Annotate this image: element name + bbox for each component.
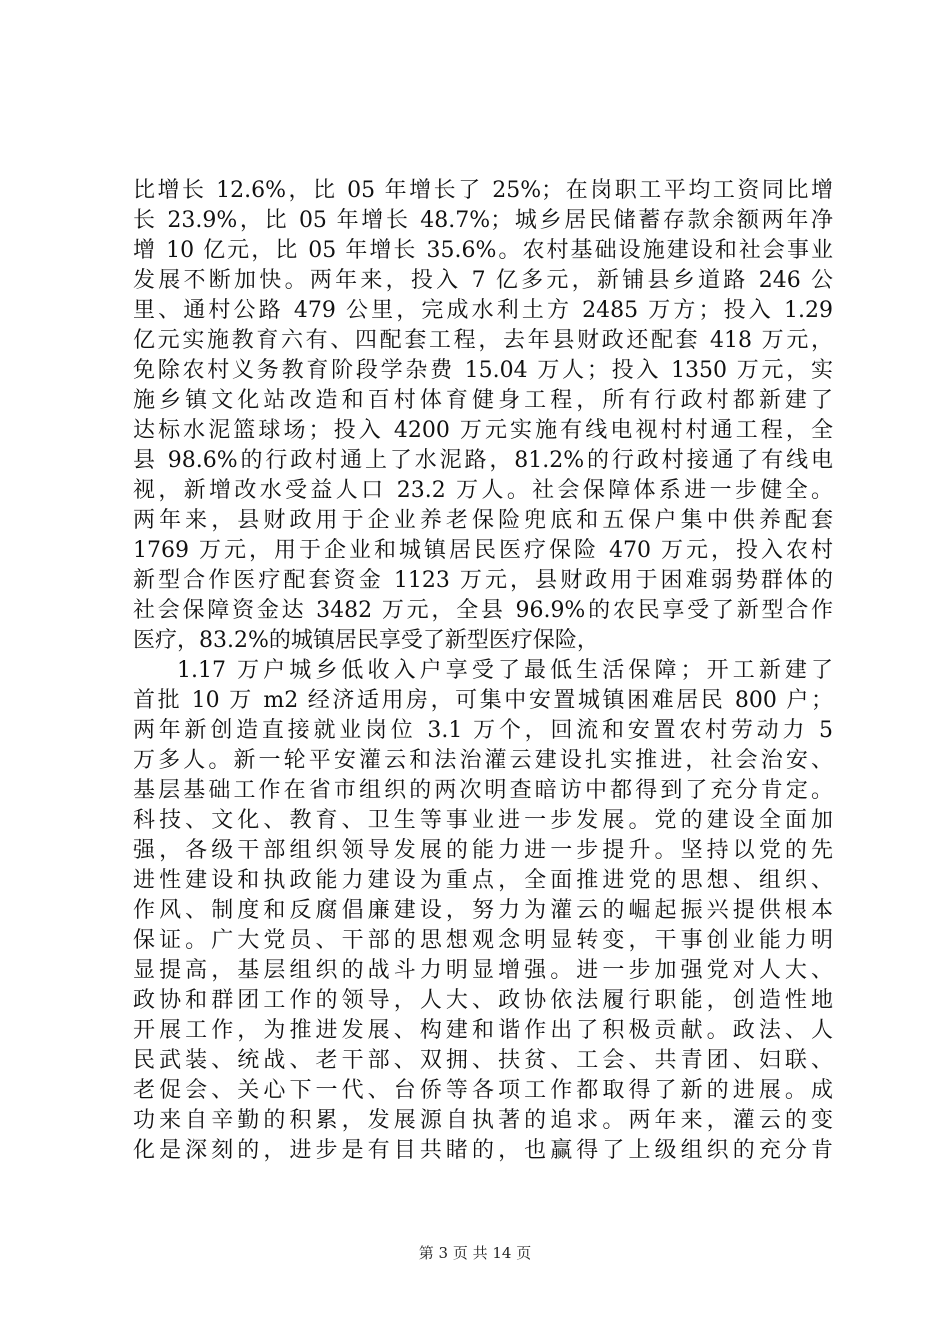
text-line: 1.17 万户城乡低收入户享受了最低生活保障；开工新建了: [177, 658, 833, 683]
text-line: 免除农村义务教育阶段学杂费 15.04 万人；投入 1350 万元，实: [133, 358, 833, 383]
text-line: 医疗，83.2%的城镇居民享受了新型医疗保险，: [133, 628, 599, 653]
text-line: 显提高，基层组织的战斗力明显增强。进一步加强党对人大、: [133, 958, 833, 983]
text-line: 视，新增改水受益人口 23.2 万人。社会保障体系进一步健全。: [133, 478, 833, 503]
text-line: 新型合作医疗配套资金 1123 万元，县财政用于困难弱势群体的: [133, 568, 833, 593]
text-line: 功来自辛勤的积累，发展源自执著的追求。两年来，灌云的变: [133, 1108, 833, 1133]
text-line: 达标水泥篮球场；投入 4200 万元实施有线电视村村通工程，全: [133, 418, 833, 443]
text-line: 开展工作，为推进发展、构建和谐作出了积极贡献。政法、人: [133, 1018, 833, 1043]
text-line: 里、通村公路 479 公里，完成水利土方 2485 万方；投入 1.29: [133, 298, 833, 323]
text-line: 比增长 12.6%，比 05 年增长了 25%；在岗职工平均工资同比增: [133, 178, 833, 203]
text-line: 作风、制度和反腐倡廉建设，努力为灌云的崛起振兴提供根本: [133, 898, 833, 923]
text-line: 老促会、关心下一代、台侨等各项工作都取得了新的进展。成: [133, 1078, 833, 1103]
text-line: 进性建设和执政能力建设为重点，全面推进党的思想、组织、: [133, 868, 833, 893]
paragraph: [133, 656, 833, 1166]
text-line: 长 23.9%，比 05 年增长 48.7%；城乡居民储蓄存款余额两年净: [133, 208, 833, 233]
paragraph: [133, 176, 833, 656]
text-line: 化是深刻的，进步是有目共睹的，也赢得了上级组织的充分肯: [133, 1138, 833, 1163]
text-line: 两年来，县财政用于企业养老保险兜底和五保户集中供养配套: [133, 508, 833, 533]
text-line: 民武装、统战、老干部、双拥、扶贫、工会、共青团、妇联、: [133, 1048, 833, 1073]
text-line: 基层基础工作在省市组织的两次明查暗访中都得到了充分肯定。: [133, 778, 833, 803]
text-line: 亿元实施教育六有、四配套工程，去年县财政还配套 418 万元，: [133, 328, 833, 353]
text-line: 社会保障资金达 3482 万元，全县 96.9%的农民享受了新型合作: [133, 598, 833, 623]
text-line: 发展不断加快。两年来，投入 7 亿多元，新铺县乡道路 246 公: [133, 268, 833, 293]
text-line: 政协和群团工作的领导，人大、政协依法履行职能，创造性地: [133, 988, 833, 1013]
text-line: 强，各级干部组织领导发展的能力进一步提升。坚持以党的先: [133, 838, 833, 863]
text-line: 增 10 亿元，比 05 年增长 35.6%。农村基础设施建设和社会事业: [133, 238, 833, 263]
page-footer: 第 3 页 共 14 页: [418, 1244, 532, 1262]
text-line: 县 98.6%的行政村通上了水泥路，81.2%的行政村接通了有线电: [133, 448, 833, 473]
text-line: 两年新创造直接就业岗位 3.1 万个，回流和安置农村劳动力 5: [133, 718, 833, 743]
document-body: [133, 176, 833, 1166]
text-line: 施乡镇文化站改造和百村体育健身工程，所有行政村都新建了: [133, 388, 833, 413]
text-line: 保证。广大党员、干部的思想观念明显转变，干事创业能力明: [133, 928, 833, 953]
text-line: 首批 10 万 m2 经济适用房，可集中安置城镇困难居民 800 户；: [133, 688, 833, 713]
text-line: 科技、文化、教育、卫生等事业进一步发展。党的建设全面加: [133, 808, 833, 833]
text-line: 1769 万元，用于企业和城镇居民医疗保险 470 万元，投入农村: [133, 538, 833, 563]
text-line: 万多人。新一轮平安灌云和法治灌云建设扎实推进，社会治安、: [133, 748, 833, 773]
